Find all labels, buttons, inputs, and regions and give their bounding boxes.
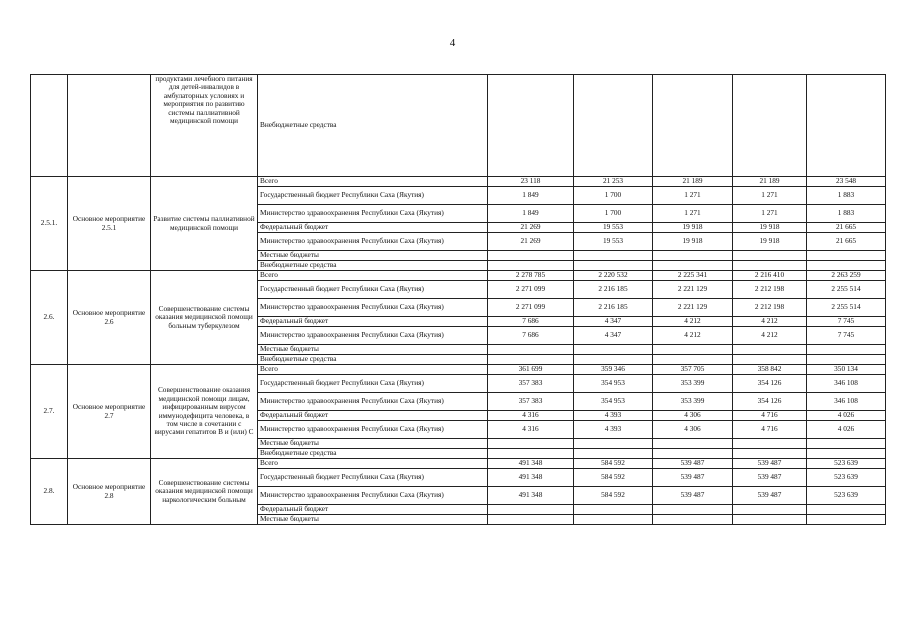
value-cell: 19 918 bbox=[653, 233, 733, 251]
value-cell: 1 700 bbox=[574, 205, 653, 223]
value-cell: 1 849 bbox=[488, 205, 574, 223]
value-cell bbox=[807, 355, 886, 365]
value-cell bbox=[574, 251, 653, 261]
value-cell: 19 553 bbox=[574, 223, 653, 233]
value-cell: 21 269 bbox=[488, 233, 574, 251]
funding-source: Федеральный бюджет bbox=[258, 411, 488, 421]
section-name: Основное мероприятие 2.5.1 bbox=[68, 177, 151, 271]
value-cell: 1 883 bbox=[807, 187, 886, 205]
section-name: Основное мероприятие 2.8 bbox=[68, 459, 151, 525]
value-cell: 4 212 bbox=[733, 327, 807, 345]
funding-source: Федеральный бюджет bbox=[258, 317, 488, 327]
value-cell bbox=[574, 345, 653, 355]
funding-source: Государственный бюджет Республики Саха (Якутия) bbox=[258, 469, 488, 487]
value-cell bbox=[653, 355, 733, 365]
value-cell: 2 271 099 bbox=[488, 281, 574, 299]
budget-table bbox=[30, 74, 886, 525]
value-cell bbox=[733, 505, 807, 515]
value-cell bbox=[653, 439, 733, 449]
value-cell bbox=[807, 251, 886, 261]
funding-source: Министерство здравоохранения Республики Саха (Якутия) bbox=[258, 487, 488, 505]
value-cell: 539 487 bbox=[653, 487, 733, 505]
funding-source: Министерство здравоохранения Республики Саха (Якутия) bbox=[258, 299, 488, 317]
funding-source: Федеральный бюджет bbox=[258, 223, 488, 233]
value-cell: 7 745 bbox=[807, 317, 886, 327]
top-source: Внебюджетные средства bbox=[258, 75, 488, 177]
value-cell: 4 306 bbox=[653, 411, 733, 421]
value-cell bbox=[733, 439, 807, 449]
top-section-row bbox=[31, 75, 886, 177]
value-cell: 539 487 bbox=[653, 459, 733, 469]
value-cell bbox=[653, 261, 733, 271]
value-cell: 19 918 bbox=[733, 223, 807, 233]
funding-source: Министерство здравоохранения Республики Саха (Якутия) bbox=[258, 421, 488, 439]
value-cell: 359 346 bbox=[574, 365, 653, 375]
section-description: Развитие системы паллиативной медицинской помощи bbox=[151, 177, 258, 271]
top-description: продуктами лечебного питания для детей-инвалидов в амбулаторных условиях и мероприятия по развитию системы паллиативной медицинской помощи bbox=[151, 75, 258, 177]
value-cell: 346 108 bbox=[807, 375, 886, 393]
value-cell: 7 686 bbox=[488, 317, 574, 327]
value-cell: 4 212 bbox=[733, 317, 807, 327]
value-cell: 1 271 bbox=[733, 205, 807, 223]
section-name: Основное мероприятие 2.6 bbox=[68, 271, 151, 365]
section-number: 2.6. bbox=[31, 271, 68, 365]
value-cell: 584 592 bbox=[574, 459, 653, 469]
section-description: Совершенствование системы оказания медицинской помощи больным туберкулезом bbox=[151, 271, 258, 365]
value-cell bbox=[653, 251, 733, 261]
funding-source: Внебюджетные средства bbox=[258, 261, 488, 271]
value-cell: 4 212 bbox=[653, 317, 733, 327]
funding-source: Внебюджетные средства bbox=[258, 449, 488, 459]
value-cell: 354 126 bbox=[733, 393, 807, 411]
value-cell bbox=[488, 439, 574, 449]
value-cell: 350 134 bbox=[807, 365, 886, 375]
value-cell bbox=[807, 505, 886, 515]
value-cell: 4 316 bbox=[488, 421, 574, 439]
value-cell: 2 255 514 bbox=[807, 281, 886, 299]
value-cell: 23 118 bbox=[488, 177, 574, 187]
value-cell: 4 306 bbox=[653, 421, 733, 439]
value-cell: 2 225 341 bbox=[653, 271, 733, 281]
value-cell bbox=[488, 355, 574, 365]
value-cell: 491 348 bbox=[488, 487, 574, 505]
funding-source: Всего bbox=[258, 271, 488, 281]
value-cell: 1 271 bbox=[653, 187, 733, 205]
value-cell: 353 399 bbox=[653, 375, 733, 393]
value-cell: 2 216 185 bbox=[574, 281, 653, 299]
value-cell bbox=[807, 261, 886, 271]
value-cell: 1 700 bbox=[574, 187, 653, 205]
value-cell: 4 026 bbox=[807, 411, 886, 421]
value-cell: 2 221 129 bbox=[653, 281, 733, 299]
funding-source: Местные бюджеты bbox=[258, 345, 488, 355]
table-row bbox=[31, 459, 886, 469]
value-cell: 2 271 099 bbox=[488, 299, 574, 317]
value-cell: 539 487 bbox=[653, 469, 733, 487]
value-cell bbox=[488, 345, 574, 355]
value-cell: 4 316 bbox=[488, 411, 574, 421]
funding-source: Государственный бюджет Республики Саха (Якутия) bbox=[258, 375, 488, 393]
value-cell bbox=[807, 75, 886, 177]
value-cell: 491 348 bbox=[488, 459, 574, 469]
funding-source: Министерство здравоохранения Республики Саха (Якутия) bbox=[258, 233, 488, 251]
top-num-cell bbox=[31, 75, 68, 177]
value-cell: 4 026 bbox=[807, 421, 886, 439]
value-cell bbox=[653, 505, 733, 515]
value-cell: 2 263 259 bbox=[807, 271, 886, 281]
value-cell: 2 221 129 bbox=[653, 299, 733, 317]
value-cell bbox=[574, 505, 653, 515]
funding-source: Государственный бюджет Республики Саха (Якутия) bbox=[258, 187, 488, 205]
value-cell: 2 216 185 bbox=[574, 299, 653, 317]
section-name: Основное мероприятие 2.7 bbox=[68, 365, 151, 459]
value-cell: 21 269 bbox=[488, 223, 574, 233]
value-cell: 358 842 bbox=[733, 365, 807, 375]
value-cell: 2 255 514 bbox=[807, 299, 886, 317]
value-cell: 2 212 198 bbox=[733, 281, 807, 299]
value-cell: 346 108 bbox=[807, 393, 886, 411]
value-cell: 523 639 bbox=[807, 487, 886, 505]
value-cell: 361 699 bbox=[488, 365, 574, 375]
value-cell: 19 918 bbox=[653, 223, 733, 233]
value-cell: 23 548 bbox=[807, 177, 886, 187]
value-cell bbox=[488, 75, 574, 177]
value-cell: 4 347 bbox=[574, 327, 653, 345]
value-cell: 1 883 bbox=[807, 205, 886, 223]
value-cell: 21 665 bbox=[807, 233, 886, 251]
value-cell: 584 592 bbox=[574, 469, 653, 487]
value-cell: 491 348 bbox=[488, 469, 574, 487]
value-cell bbox=[488, 261, 574, 271]
value-cell: 2 220 532 bbox=[574, 271, 653, 281]
value-cell: 523 639 bbox=[807, 459, 886, 469]
value-cell: 354 953 bbox=[574, 375, 653, 393]
value-cell bbox=[574, 449, 653, 459]
funding-source: Местные бюджеты bbox=[258, 515, 488, 525]
value-cell bbox=[574, 75, 653, 177]
value-cell: 21 253 bbox=[574, 177, 653, 187]
value-cell bbox=[488, 449, 574, 459]
value-cell bbox=[733, 251, 807, 261]
value-cell bbox=[574, 261, 653, 271]
table-row bbox=[31, 365, 886, 375]
value-cell: 523 639 bbox=[807, 469, 886, 487]
top-name-cell bbox=[68, 75, 151, 177]
value-cell: 357 705 bbox=[653, 365, 733, 375]
value-cell: 4 347 bbox=[574, 317, 653, 327]
funding-source: Министерство здравоохранения Республики Саха (Якутия) bbox=[258, 205, 488, 223]
value-cell bbox=[807, 439, 886, 449]
value-cell: 4 716 bbox=[733, 421, 807, 439]
section-number: 2.8. bbox=[31, 459, 68, 525]
page-number: 4 bbox=[449, 37, 456, 49]
value-cell: 4 393 bbox=[574, 421, 653, 439]
value-cell: 4 212 bbox=[653, 327, 733, 345]
value-cell: 1 849 bbox=[488, 187, 574, 205]
value-cell: 2 216 410 bbox=[733, 271, 807, 281]
value-cell: 539 487 bbox=[733, 469, 807, 487]
value-cell bbox=[807, 515, 886, 525]
value-cell bbox=[574, 439, 653, 449]
funding-source: Внебюджетные средства bbox=[258, 355, 488, 365]
section-number: 2.5.1. bbox=[31, 177, 68, 271]
table-row bbox=[31, 271, 886, 281]
value-cell: 19 553 bbox=[574, 233, 653, 251]
value-cell bbox=[653, 345, 733, 355]
funding-source: Местные бюджеты bbox=[258, 251, 488, 261]
value-cell: 2 212 198 bbox=[733, 299, 807, 317]
value-cell: 21 189 bbox=[653, 177, 733, 187]
value-cell bbox=[733, 449, 807, 459]
funding-source: Федеральный бюджет bbox=[258, 505, 488, 515]
value-cell bbox=[653, 449, 733, 459]
value-cell: 19 918 bbox=[733, 233, 807, 251]
value-cell bbox=[653, 75, 733, 177]
table-row bbox=[31, 177, 886, 187]
value-cell: 2 278 785 bbox=[488, 271, 574, 281]
value-cell: 354 953 bbox=[574, 393, 653, 411]
value-cell bbox=[488, 251, 574, 261]
value-cell: 21 189 bbox=[733, 177, 807, 187]
value-cell bbox=[733, 345, 807, 355]
funding-source: Всего bbox=[258, 177, 488, 187]
value-cell: 539 487 bbox=[733, 487, 807, 505]
funding-source: Министерство здравоохранения Республики Саха (Якутия) bbox=[258, 327, 488, 345]
funding-source: Местные бюджеты bbox=[258, 439, 488, 449]
value-cell: 4 393 bbox=[574, 411, 653, 421]
value-cell bbox=[733, 355, 807, 365]
value-cell bbox=[733, 75, 807, 177]
value-cell: 1 271 bbox=[733, 187, 807, 205]
value-cell: 357 383 bbox=[488, 393, 574, 411]
value-cell: 21 665 bbox=[807, 223, 886, 233]
funding-source: Всего bbox=[258, 365, 488, 375]
section-description: Совершенствование оказания медицинской помощи лицам, инфицированным вирусом иммунодефицита человека, в том числе в сочетании с вирусами гепатитов B и (или) C bbox=[151, 365, 258, 459]
funding-source: Государственный бюджет Республики Саха (Якутия) bbox=[258, 281, 488, 299]
value-cell: 7 686 bbox=[488, 327, 574, 345]
value-cell bbox=[653, 515, 733, 525]
value-cell bbox=[807, 449, 886, 459]
value-cell: 584 592 bbox=[574, 487, 653, 505]
value-cell: 353 399 bbox=[653, 393, 733, 411]
section-number: 2.7. bbox=[31, 365, 68, 459]
value-cell bbox=[733, 515, 807, 525]
value-cell: 539 487 bbox=[733, 459, 807, 469]
section-description: Совершенствование системы оказания медицинской помощи наркологическим больным bbox=[151, 459, 258, 525]
value-cell: 357 383 bbox=[488, 375, 574, 393]
value-cell bbox=[574, 515, 653, 525]
funding-source: Министерство здравоохранения Республики Саха (Якутия) bbox=[258, 393, 488, 411]
value-cell bbox=[574, 355, 653, 365]
value-cell bbox=[488, 505, 574, 515]
value-cell bbox=[733, 261, 807, 271]
funding-source: Всего bbox=[258, 459, 488, 469]
value-cell bbox=[488, 515, 574, 525]
value-cell: 1 271 bbox=[653, 205, 733, 223]
value-cell: 354 126 bbox=[733, 375, 807, 393]
value-cell bbox=[807, 345, 886, 355]
value-cell: 7 745 bbox=[807, 327, 886, 345]
value-cell: 4 716 bbox=[733, 411, 807, 421]
